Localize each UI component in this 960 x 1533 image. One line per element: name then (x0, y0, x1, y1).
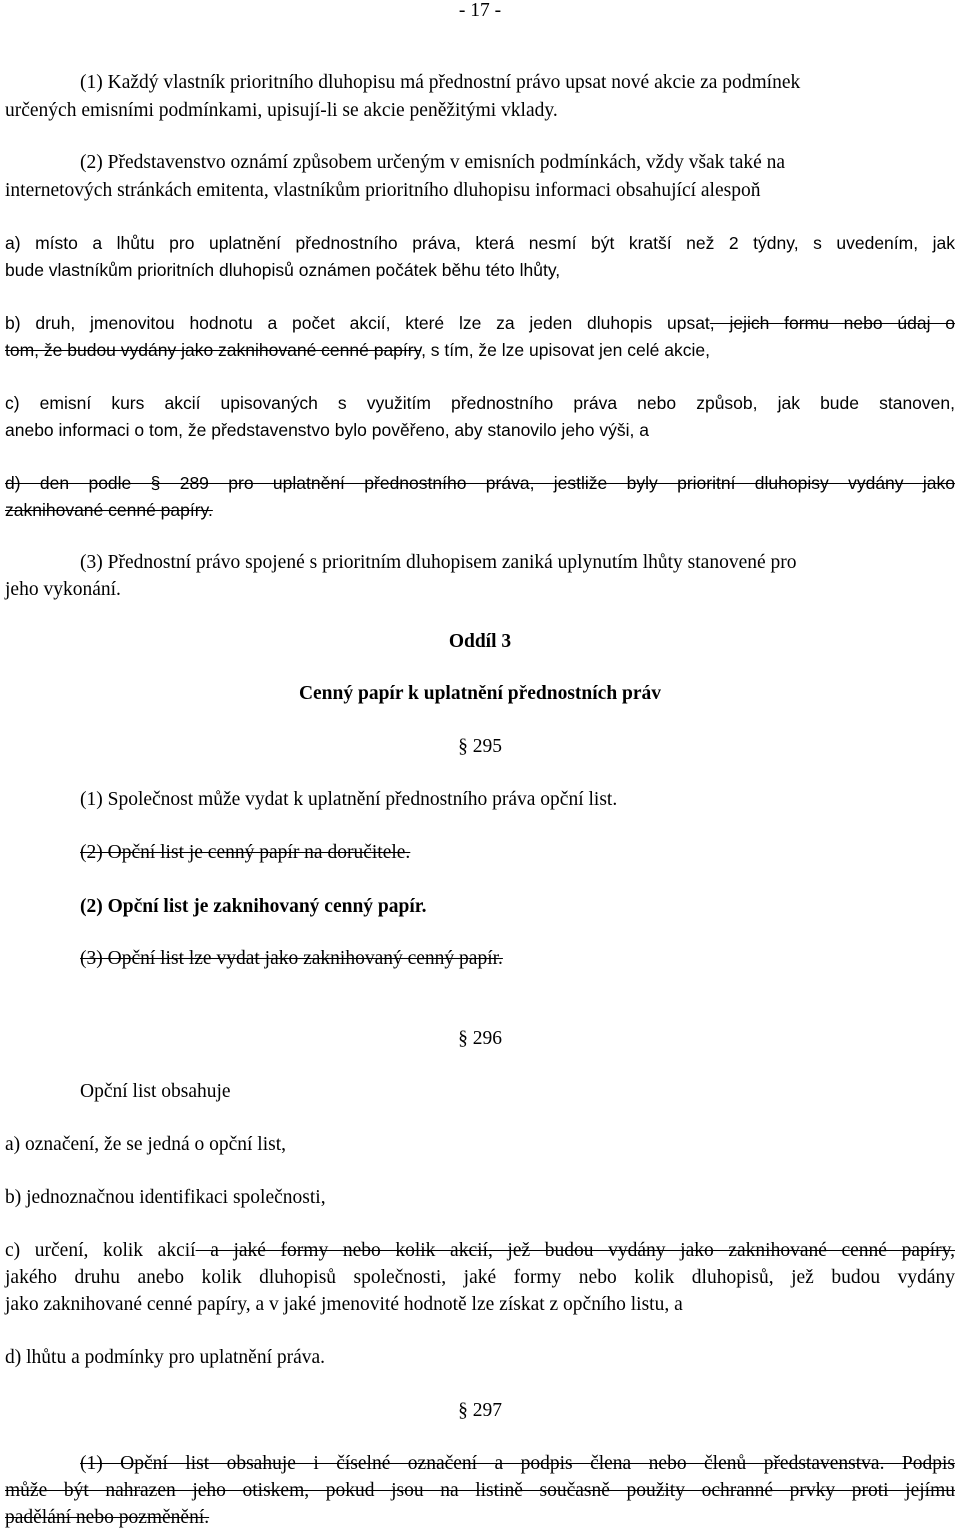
item-b-struck-text-2: tom, že budou vydány jako zaknihované cenné papíry (5, 340, 422, 360)
paragraph-2-line-1: (2) Představenstvo oznámí způsobem určeným v emisních podmínkách, vždy však také na (80, 152, 786, 173)
s297-struck-text-2: může být nahrazen jeho otiskem, pokud jsou na listině současně použity ochranné prvky proti jejímu (5, 1480, 955, 1501)
item-b-line-2 (5, 337, 710, 363)
section-title: Cenný papír k uplatnění přednostních práv (298, 683, 662, 704)
s296-item-c-struck-text: a jaké formy nebo kolik akcií, jež budou vydány jako zaknihované cenné papíry, (195, 1240, 955, 1261)
s296-item-a: a) označení, že se jedná o opční list, (5, 1134, 287, 1155)
s296-item-b: b) jednoznačnou identifikaci společnosti, (5, 1187, 326, 1208)
s295-paragraph-2-new: (2) Opční list je zaknihovaný cenný papír. (80, 896, 427, 917)
item-d-line-1 (5, 470, 955, 496)
item-b-text: b) druh, jmenovitou hodnotu a počet akcií, které lze za jeden dluhopis upsat (5, 313, 710, 333)
item-b-struck-text: , jejich formu nebo údaj o (709, 313, 955, 333)
item-a-line-1: a) místo a lhůtu pro uplatnění přednostního práva, která nesmí být kratší než 2 týdny, s uvedením, jak (5, 233, 955, 253)
s297-paragraph-1-line-2 (5, 1478, 955, 1504)
item-a-line-2: bude vlastníkům prioritních dluhopisů oznámen počátek běhu této lhůty, (5, 260, 561, 280)
paragraph-3-line-1: (3) Přednostní právo spojené s prioritním dluhopisem zaniká uplynutím lhůty stanovené pro (80, 552, 797, 573)
s297-paragraph-1-line-3 (5, 1505, 209, 1531)
s295-paragraph-3-struck (80, 946, 503, 972)
item-b-line-1 (5, 310, 955, 336)
s297-paragraph-1-line-1 (80, 1451, 955, 1477)
item-c-line-1: c) emisní kurs akcií upisovaných s využitím přednostního práva nebo způsob, jak bude stanoven, (5, 393, 955, 413)
paragraph-1-line-2: určených emisními podmínkami, upisují-li se akcie peněžitými vklady. (5, 100, 558, 121)
s296-item-d: d) lhůtu a podmínky pro uplatnění práva. (5, 1347, 326, 1368)
item-d-struck-text: d) den podle § 289 pro uplatnění přednostního práva, jestliže byly prioritní dluhopisy vydány jako (5, 473, 955, 493)
s297-struck-text-3: padělání nebo pozměnění. (5, 1507, 210, 1528)
paragraph-3-line-2: jeho vykonání. (5, 579, 121, 600)
s296-item-c-line-2: jakého druhu anebo kolik dluhopisů společnosti, jaké formy nebo kolik dluhopisů, jež budou vydány (5, 1267, 955, 1288)
s295-paragraph-1: (1) Společnost může vydat k uplatnění přednostního práva opční list. (80, 789, 618, 810)
item-b-text-2: , s tím, že lze upisovat jen celé akcie, (421, 340, 710, 360)
s296-item-c-text: c) určení, kolik akcií (5, 1240, 196, 1261)
s297-struck-text-1: (1) Opční list obsahuje i číselné označení a podpis člena nebo členů představenstva. Podpis (80, 1453, 955, 1474)
item-d-struck-text-2: zaknihované cenné papíry. (5, 500, 213, 520)
page-number: - 17 - (458, 0, 502, 21)
item-d-line-2 (5, 497, 213, 523)
section-295-heading: § 295 (458, 736, 502, 757)
s296-item-c-line-1 (5, 1238, 955, 1264)
s295-p2-struck-text: (2) Opční list je cenný papír na doručitele. (80, 842, 411, 863)
s295-paragraph-2-struck (80, 840, 410, 866)
section-heading: Oddíl 3 (448, 631, 512, 652)
s295-p3-struck-text: (3) Opční list lze vydat jako zaknihovaný cenný papír. (80, 948, 503, 969)
s296-intro: Opční list obsahuje (80, 1081, 231, 1102)
paragraph-2-line-2: internetových stránkách emitenta, vlastníkům prioritního dluhopisu informaci obsahující alespoň (5, 180, 761, 201)
section-296-heading: § 296 (458, 1028, 502, 1049)
section-297-heading: § 297 (458, 1400, 502, 1421)
item-c-line-2: anebo informaci o tom, že představenstvo bylo pověřeno, aby stanovilo jeho výši, a (5, 420, 649, 440)
paragraph-1-line-1: (1) Každý vlastník prioritního dluhopisu má přednostní právo upsat nové akcie za podmínek (80, 72, 801, 93)
s296-item-c-line-3: jako zaknihované cenné papíry, a v jaké jmenovité hodnotě lze získat z opčního listu, a (5, 1294, 683, 1315)
